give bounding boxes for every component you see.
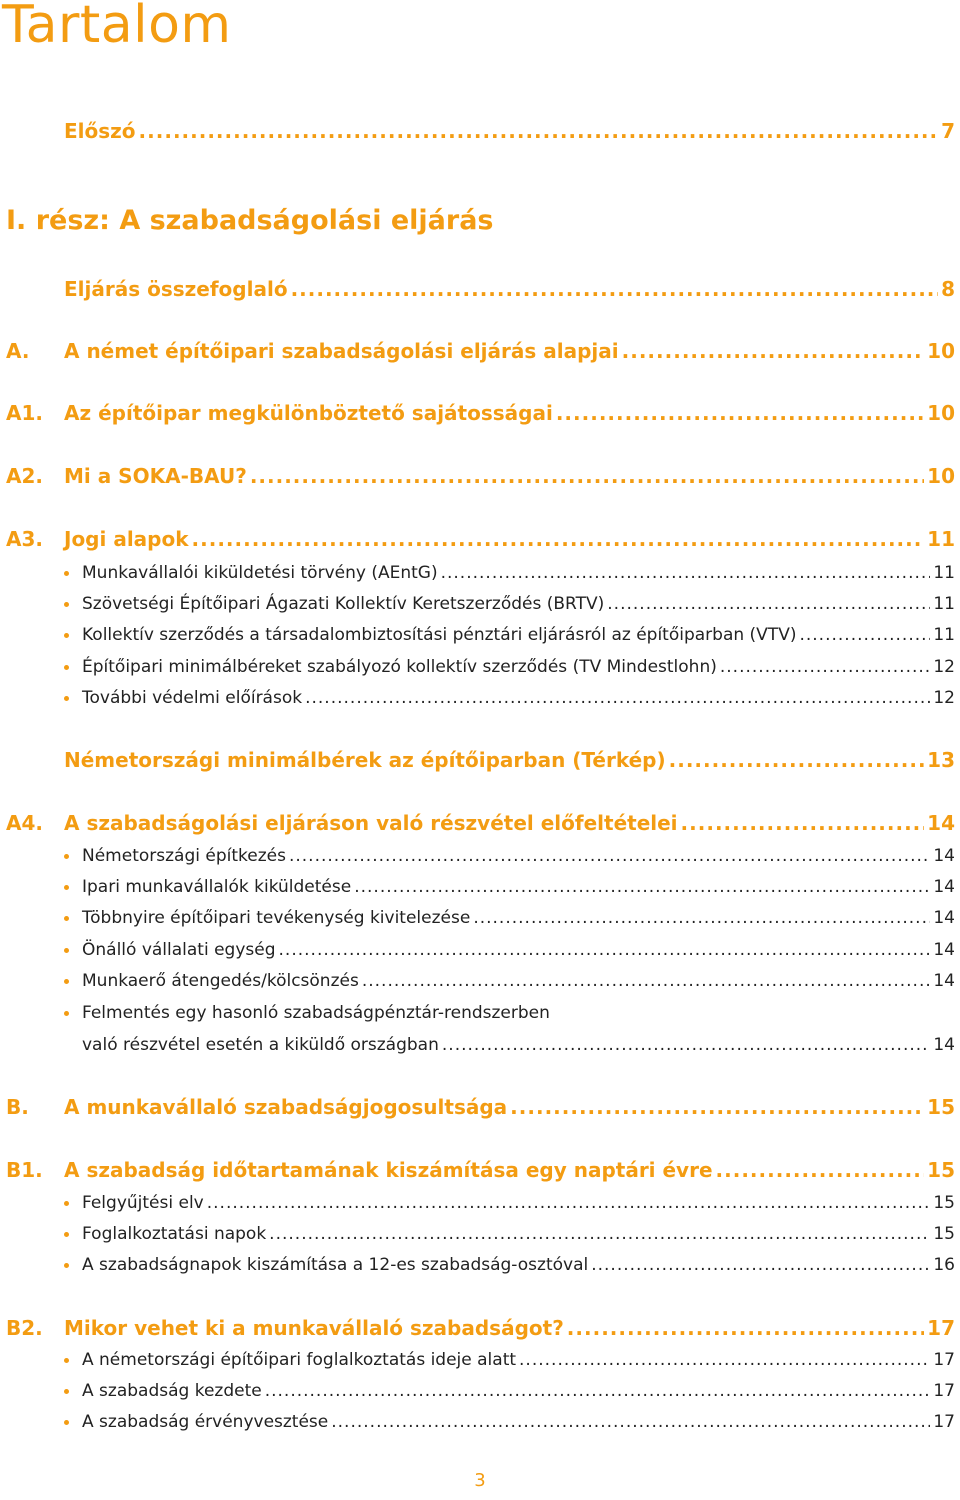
dot-leader: [331, 1409, 930, 1435]
part-heading: I. rész: A szabadságolási eljárás: [6, 205, 494, 236]
dot-leader: [591, 1252, 930, 1278]
dot-leader: [519, 1347, 930, 1373]
dot-leader: [669, 745, 925, 775]
bullet-icon: [64, 1232, 69, 1237]
dot-leader: [139, 116, 939, 146]
bullet-icon: [64, 571, 69, 576]
dot-leader: [354, 874, 930, 900]
dot-leader: [510, 1092, 924, 1122]
bullet-icon: [64, 1011, 69, 1016]
dot-leader: [473, 905, 930, 931]
section-prefix: A1.: [6, 401, 43, 425]
dot-leader: [279, 937, 931, 963]
dot-leader: [716, 1155, 925, 1185]
dot-leader: [622, 336, 925, 366]
page-title: Tartalom: [2, 0, 232, 55]
bullet-icon: [64, 633, 69, 638]
section-prefix: B2.: [6, 1316, 43, 1340]
dot-leader: [567, 1313, 924, 1343]
dot-leader: [607, 591, 930, 617]
bullet-icon: [64, 1263, 69, 1268]
bullet-icon: [64, 696, 69, 701]
dot-leader: [362, 968, 931, 994]
bullet-icon: [64, 1358, 69, 1363]
bullet-icon: [64, 1389, 69, 1394]
dot-leader: [250, 461, 924, 491]
section-prefix: B.: [6, 1095, 29, 1119]
bullet-icon: [64, 885, 69, 890]
section-prefix: A4.: [6, 811, 43, 835]
bullet-icon: [64, 602, 69, 607]
dot-leader: [556, 398, 924, 428]
dot-leader: [720, 654, 930, 680]
dot-leader: [442, 1032, 930, 1058]
dot-leader: [265, 1378, 931, 1404]
bullet-icon: [64, 665, 69, 670]
dot-leader: [269, 1221, 930, 1247]
section-prefix: B1.: [6, 1158, 43, 1182]
bullet-icon: [64, 854, 69, 859]
section-prefix: A2.: [6, 464, 43, 488]
bullet-icon: [64, 1420, 69, 1425]
section-prefix: A3.: [6, 527, 43, 551]
bullet-icon: [64, 979, 69, 984]
dot-leader: [305, 685, 930, 711]
bullet-icon: [64, 1201, 69, 1206]
dot-leader: [681, 808, 925, 838]
bullet-icon: [64, 948, 69, 953]
dot-leader: [192, 524, 925, 554]
page-number: 3: [474, 1470, 486, 1491]
section-prefix: A.: [6, 339, 30, 363]
dot-leader: [289, 843, 930, 869]
bullet-icon: [64, 916, 69, 921]
dot-leader: [799, 622, 930, 648]
dot-leader: [441, 560, 931, 586]
dot-leader: [207, 1190, 931, 1216]
dot-leader: [291, 274, 939, 304]
